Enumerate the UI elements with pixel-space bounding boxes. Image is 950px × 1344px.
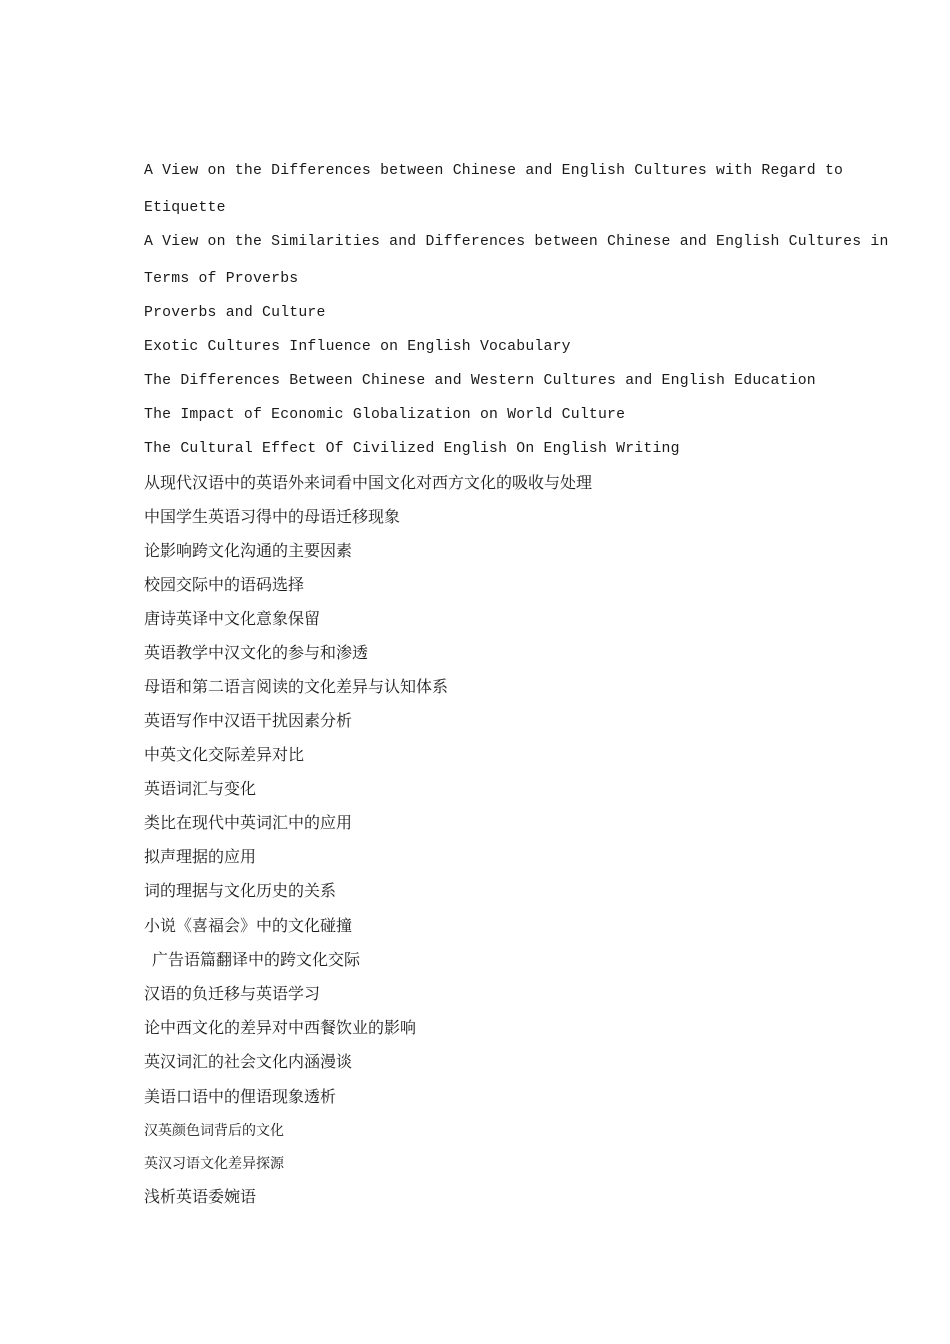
title-line: 小说《喜福会》中的文化碰撞 (144, 916, 353, 935)
title-line: 美语口语中的俚语现象透析 (144, 1087, 337, 1106)
title-line: 中英文化交际差异对比 (144, 745, 305, 764)
title-line: 英汉习语文化差异探源 (144, 1156, 284, 1172)
title-line: 英语写作中汉语干扰因素分析 (144, 711, 353, 730)
title-line: 英汉词汇的社会文化内涵漫谈 (144, 1052, 353, 1071)
title-line: 从现代汉语中的英语外来词看中国文化对西方文化的吸收与处理 (144, 473, 593, 492)
title-line: 汉英颜色词背后的文化 (144, 1123, 284, 1139)
title-line: 词的理据与文化历史的关系 (144, 881, 337, 900)
title-line: Exotic Cultures Influence on English Vocabulary (144, 339, 571, 355)
title-line: 母语和第二语言阅读的文化差异与认知体系 (144, 677, 449, 696)
title-line-continuation: Terms of Proverbs (144, 271, 299, 287)
title-line: 校园交际中的语码选择 (144, 575, 305, 594)
title-line: A View on the Differences between Chinese and English Cultures with Regard to (144, 163, 844, 179)
title-line: 汉语的负迁移与英语学习 (144, 984, 321, 1003)
title-line: 中国学生英语习得中的母语迁移现象 (144, 507, 401, 526)
title-line: 英语词汇与变化 (144, 779, 257, 798)
title-line: 类比在现代中英词汇中的应用 (144, 813, 353, 832)
title-line: 论中西文化的差异对中西餐饮业的影响 (144, 1018, 417, 1037)
title-line: 广告语篇翻译中的跨文化交际 (152, 950, 361, 969)
title-line: 浅析英语委婉语 (144, 1187, 257, 1206)
title-line: 拟声理据的应用 (144, 847, 257, 866)
title-line: 唐诗英译中文化意象保留 (144, 609, 321, 628)
title-line: Proverbs and Culture (144, 305, 326, 321)
title-line: The Cultural Effect Of Civilized English On English Writing (144, 441, 680, 457)
title-line: 论影响跨文化沟通的主要因素 (144, 541, 353, 560)
title-line: 英语教学中汉文化的参与和渗透 (144, 643, 369, 662)
title-line: The Impact of Economic Globalization on World Culture (144, 407, 626, 423)
title-line: The Differences Between Chinese and Western Cultures and English Education (144, 373, 816, 389)
title-line-continuation: Etiquette (144, 200, 226, 216)
title-line: A View on the Similarities and Differences between Chinese and English Cultures in (144, 234, 889, 250)
